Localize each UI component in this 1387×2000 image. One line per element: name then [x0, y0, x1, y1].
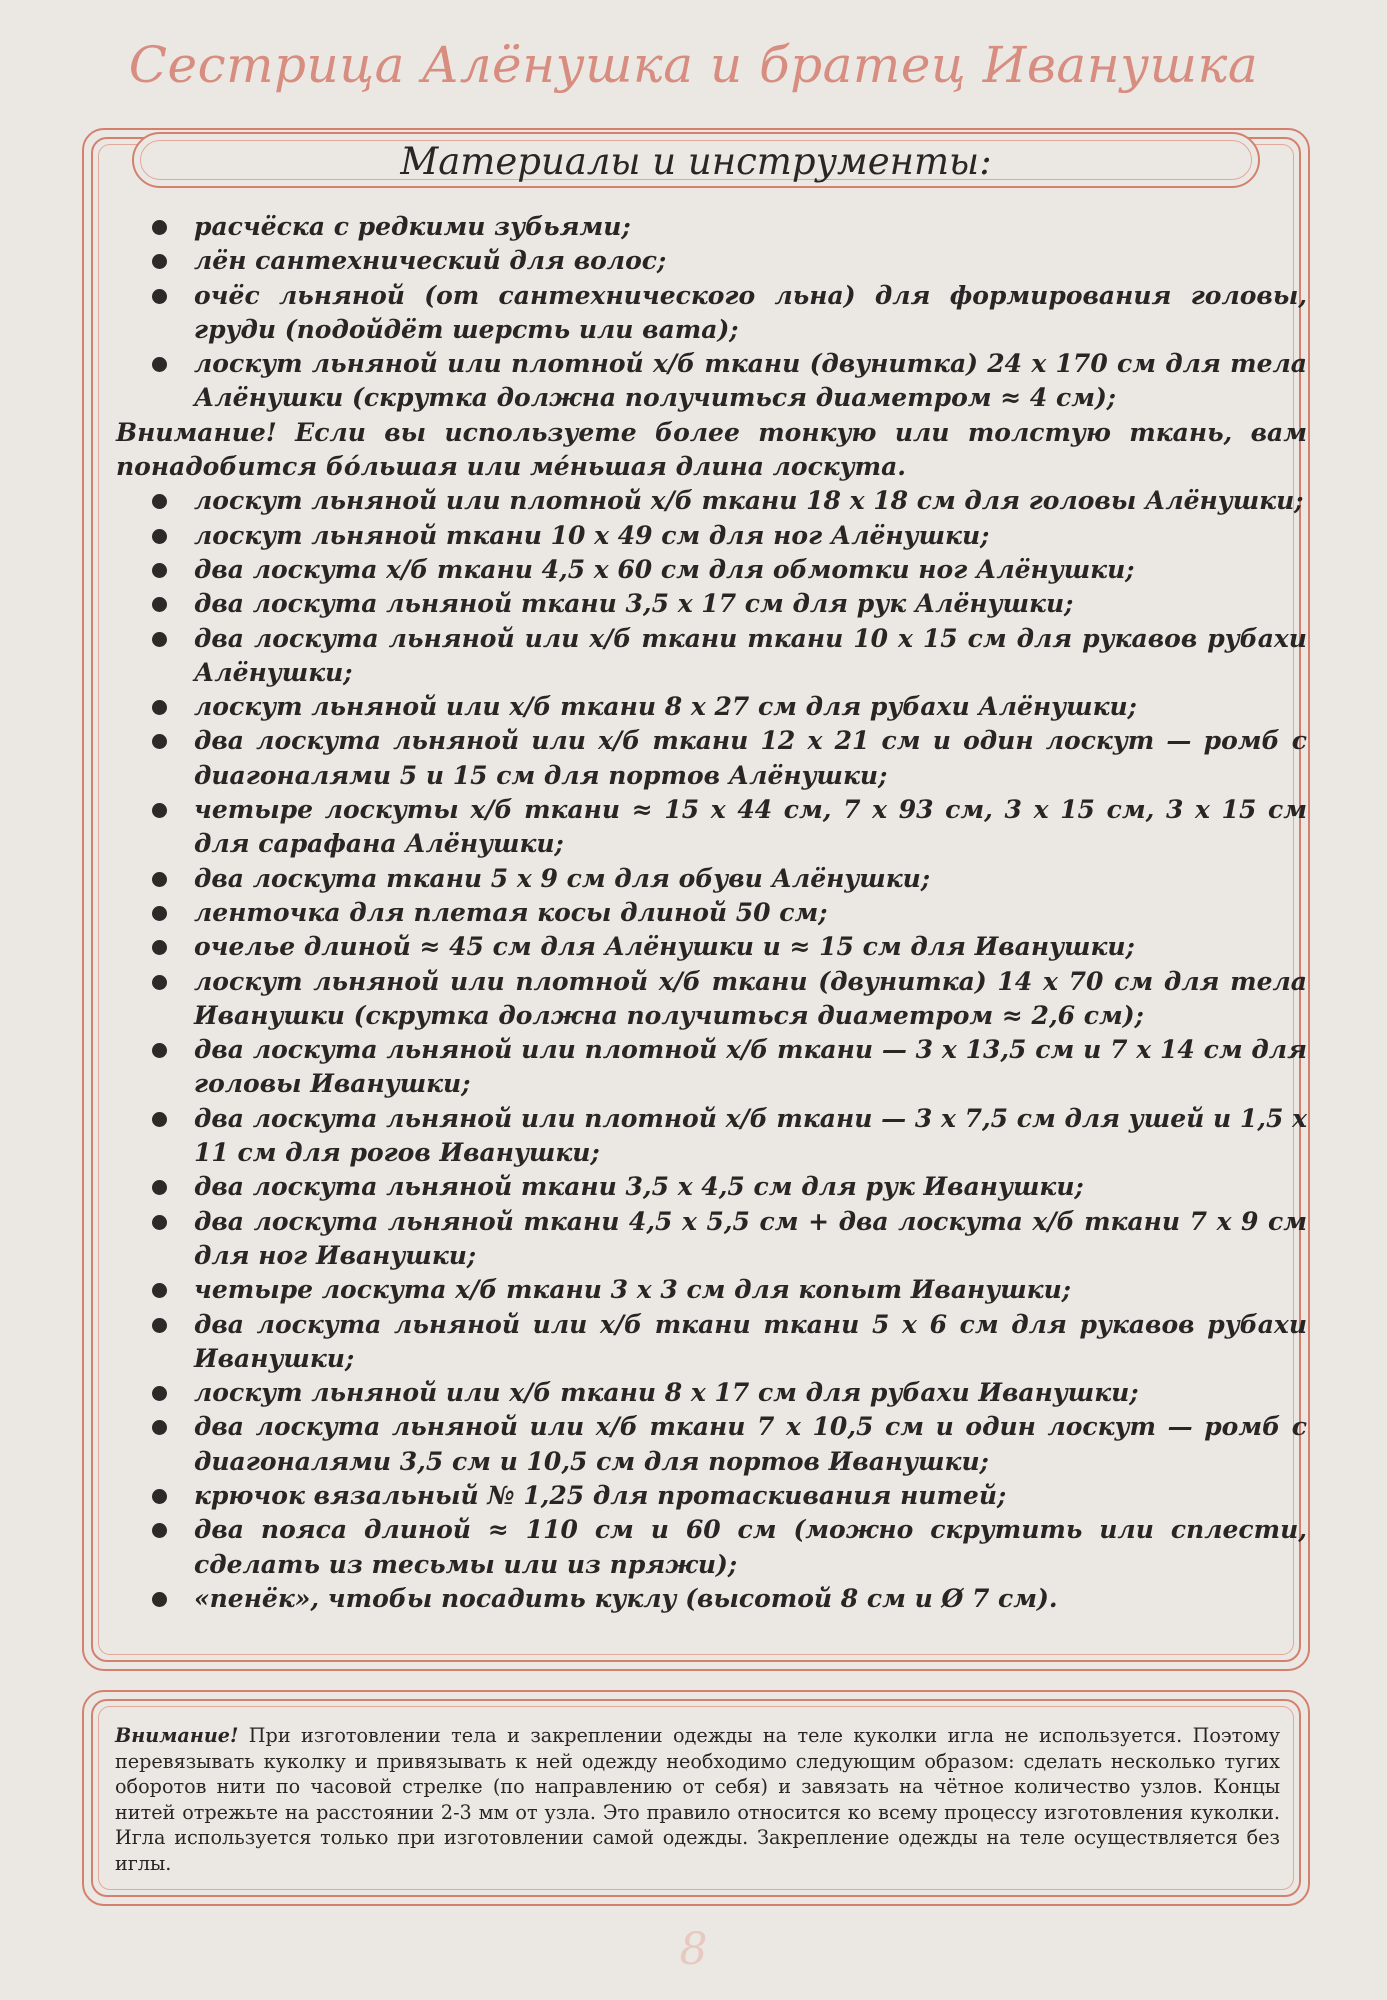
list-item [152, 1479, 1307, 1513]
inline-note-text: Если вы используете более тонкую или толстую ткань, вам понадобится бóльшая или мéньшая длина лоскута. [116, 417, 1307, 482]
list-item [152, 587, 1307, 621]
list-item [152, 965, 1307, 1034]
bullet-icon [152, 1043, 167, 1058]
bullet-icon [152, 734, 167, 749]
list-item-text: два лоскута льняной ткани 3,5 х 17 см для рук Алёнушки; [194, 589, 1074, 619]
bullet-icon [152, 700, 167, 715]
list-item [152, 622, 1307, 691]
bullet-icon [152, 494, 167, 509]
list-item-text: два лоскута льняной или х/б ткани ткани 10 х 15 см для рукавов рубахи Алёнушки; [194, 623, 1307, 687]
list-item [152, 896, 1307, 930]
list-item-text: лоскут льняной ткани 10 х 49 см для ног Алёнушки; [194, 520, 990, 550]
bullet-icon [152, 289, 167, 304]
materials-list [116, 210, 1307, 1616]
bullet-icon [152, 357, 167, 372]
list-item [152, 930, 1307, 964]
bullet-icon [152, 1592, 167, 1607]
bullet-icon [152, 975, 167, 990]
list-item-text: лоскут льняной или х/б ткани 8 х 17 см для рубахи Иванушки; [194, 1378, 1139, 1408]
warning-body: При изготовлении тела и закреплении одежды на теле куколки игла не используется. Поэтому перевязывать куколку и привязывать к ней одежду необходимо следующим образом: сделать несколько тугих оборотов нити по часовой стрелке (по направлению от себя) и завязать на чётное количество узлов. Концы нитей отрежьте на расстоянии 2-3 мм от узла. Это правило относится ко всему процессу изготовления куколки. Игла используется только при изготовлении самой одежды. Закрепление одежды на теле осуществляется без иглы. [115, 1724, 1280, 1875]
bullet-icon [152, 529, 167, 544]
warning-lead: Внимание! [115, 1724, 239, 1747]
inline-note [116, 416, 1307, 485]
list-item-text: четыре лоскута х/б ткани 3 х 3 см для копыт Иванушки; [194, 1275, 1071, 1305]
warning-text [115, 1723, 1280, 1876]
bullet-icon [152, 1180, 167, 1195]
list-item-text: лоскут льняной или плотной х/б ткани (двунитка) 14 х 70 см для тела Иванушки (скрутка должна получиться диаметром ≈ 2,6 см); [194, 966, 1307, 1030]
materials-heading: Материалы и инструменты: [400, 140, 992, 183]
list-item-text: расчёска с редкими зубьями; [194, 212, 631, 241]
list-item-text: лён сантехнический для волос; [194, 246, 667, 276]
list-item [152, 210, 1307, 244]
list-item-text: два лоскута льняной или х/б ткани 12 х 21 см и один лоскут — ромб с диагоналями 5 и 15 см для портов Алёнушки; [194, 726, 1307, 790]
bullet-icon [152, 632, 167, 647]
list-item-text: ленточка для плетая косы длиной 50 см; [194, 897, 828, 927]
list-item-text: два лоскута льняной или плотной х/б ткани — 3 х 7,5 см для ушей и 1,5 х 11 см для рогов Иванушки; [194, 1103, 1307, 1168]
list-item-text: лоскут льняной или х/б ткани 8 х 27 см для рубахи Алёнушки; [194, 692, 1137, 722]
list-item [152, 1170, 1307, 1204]
list-item [152, 1513, 1307, 1582]
list-item [152, 1376, 1307, 1410]
page-title: Сестрица Алёнушка и братец Иванушка [128, 36, 1259, 94]
page-number: 8 [679, 1924, 708, 1975]
list-item [152, 1033, 1307, 1102]
list-item [152, 690, 1307, 724]
list-item-text: два лоскута льняной ткани 4,5 х 5,5 см + два лоскута х/б ткани 7 х 9 см для ног Иванушки; [194, 1206, 1307, 1270]
list-item-text: четыре лоскуты х/б ткани ≈ 15 х 44 см, 7 х 93 см, 3 х 15 см, 3 х 15 см для сарафана Алёнушки; [194, 795, 1307, 859]
list-item-text: два лоскута х/б ткани 4,5 х 60 см для обмотки ног Алёнушки; [194, 554, 1135, 584]
inline-note-lead: Внимание! [116, 417, 277, 447]
bullet-icon [152, 906, 167, 921]
bullet-icon [152, 1489, 167, 1504]
list-item [152, 1273, 1307, 1307]
list-item [152, 1582, 1307, 1616]
list-item [152, 1308, 1307, 1377]
list-item-text: два лоскута льняной ткани 3,5 х 4,5 см для рук Иванушки; [194, 1172, 1084, 1202]
list-item-text: два лоскута ткани 5 х 9 см для обуви Алёнушки; [194, 863, 931, 893]
bullet-icon [152, 597, 167, 612]
list-item-text: два лоскута льняной или плотной х/б ткани — 3 х 13,5 см и 7 х 14 см для головы Иванушки; [194, 1035, 1307, 1099]
list-item-text: два лоскута льняной или х/б ткани 7 х 10,5 см и один лоскут — ромб с диагоналями 3,5 см и 10,5 см для портов Иванушки; [194, 1412, 1307, 1476]
bullet-icon [152, 1386, 167, 1401]
list-item [152, 724, 1307, 793]
list-item-text: крючок вязальный № 1,25 для протаскивания нитей; [194, 1480, 1007, 1510]
list-item-text: лоскут льняной или плотной х/б ткани (двунитка) 24 х 170 см для тела Алёнушки (скрутка должна получиться диаметром ≈ 4 см); [194, 349, 1307, 413]
list-item-text: очелье длиной ≈ 45 см для Алёнушки и ≈ 15 см для Иванушки; [194, 932, 1135, 962]
bullet-icon [152, 1318, 167, 1333]
list-item-text: лоскут льняной или плотной х/б ткани 18 х 18 см для головы Алёнушки; [194, 486, 1304, 516]
bullet-icon [152, 803, 167, 818]
bullet-icon [152, 1112, 167, 1127]
list-item [152, 793, 1307, 862]
list-item [152, 1410, 1307, 1479]
list-item [152, 1102, 1307, 1171]
bullet-icon [152, 940, 167, 955]
bullet-icon [152, 1523, 167, 1538]
list-item [152, 244, 1307, 278]
bullet-icon [152, 220, 167, 235]
bullet-icon [152, 1283, 167, 1298]
bullet-icon [152, 1215, 167, 1230]
list-item [152, 553, 1307, 587]
list-item [152, 484, 1307, 518]
list-item [152, 862, 1307, 896]
list-item [152, 1205, 1307, 1274]
list-item [152, 519, 1307, 553]
materials-header-band [132, 132, 1260, 188]
bullet-icon [152, 872, 167, 887]
list-item-text: два лоскута льняной или х/б ткани ткани 5 х 6 см для рукавов рубахи Иванушки; [194, 1309, 1307, 1373]
list-item-text: два пояса длиной ≈ 110 см и 60 см (можно скрутить или сплести, сделать из тесьмы или из пряжи); [194, 1515, 1307, 1579]
list-item [152, 347, 1307, 416]
bullet-icon [152, 254, 167, 269]
bullet-icon [152, 563, 167, 578]
list-item-text: «пенёк», чтобы посадить куклу (высотой 8 см и Ø 7 см). [194, 1583, 1058, 1613]
list-item [152, 279, 1307, 348]
bullet-icon [152, 1420, 167, 1435]
list-item-text: очёс льняной (от сантехнического льна) для формирования головы, груди (подойдёт шерсть или вата); [194, 280, 1307, 344]
